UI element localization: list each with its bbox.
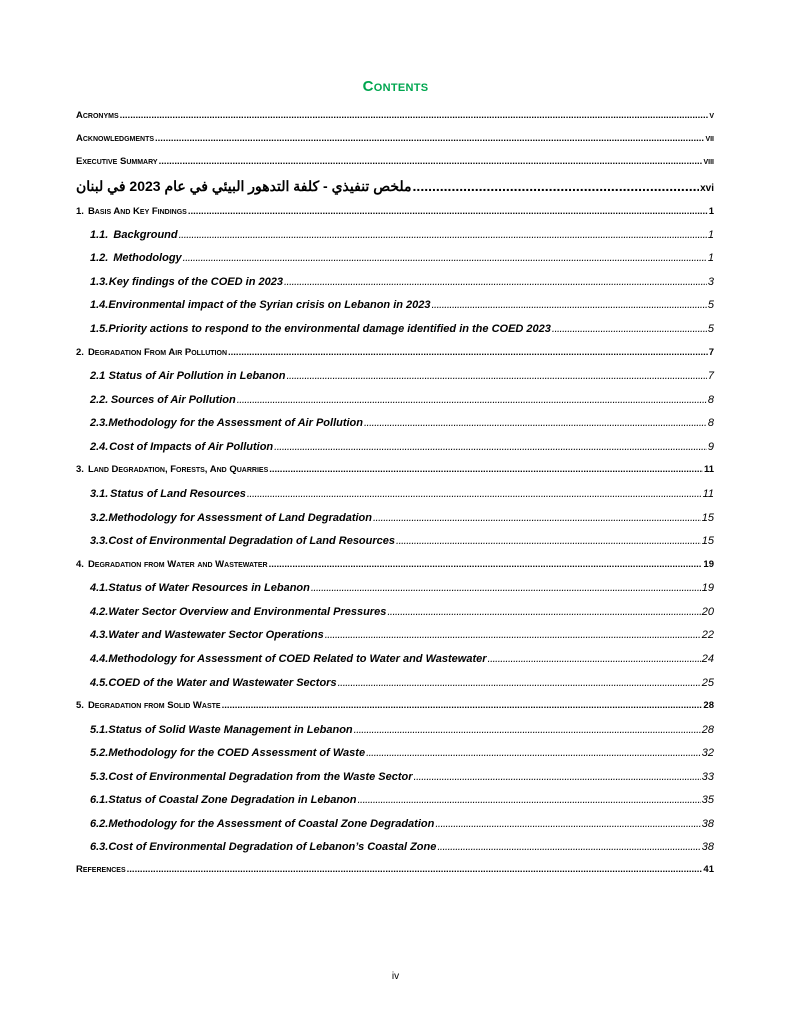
toc-entry-title: Degradation From Air Pollution [87,347,228,358]
toc-entry-number: 6.3. [90,841,109,853]
toc-entry-page: 1 [707,252,714,264]
dot-leader [437,841,700,853]
toc-entry[interactable] [90,441,714,453]
dot-leader [269,559,703,570]
dot-leader [222,700,703,711]
toc-entry-number: 5.1. [90,724,109,736]
toc-entry[interactable] [90,747,714,759]
toc-entry-number: 4.1. [90,582,109,594]
toc-entry[interactable] [76,206,714,217]
toc-entry[interactable] [76,110,714,121]
toc-entry[interactable] [90,252,714,264]
toc-entry-number: 1.4. [90,299,109,311]
toc-entry-page: 28 [703,700,714,711]
toc-entry-page: 32 [701,747,714,759]
toc-entry-title: Degradation from Water and Wastewater [87,559,268,570]
toc-entry-number: 2.2. [90,394,109,406]
toc-entry-number: 4.3. [90,629,109,641]
dot-leader [269,464,703,475]
toc-entry-number: 6.2. [90,818,109,830]
toc-entry-title: Methodology for the Assessment of Air Pollution [108,417,363,429]
toc-entry-page: 1 [707,229,714,241]
toc-entry-title: Methodology for Assessment of Land Degradation [108,512,372,524]
dot-leader [366,747,701,759]
dot-leader [179,229,707,241]
dot-leader [286,370,706,382]
dot-leader [247,488,702,500]
dot-leader [373,512,701,524]
page-number: iv [391,971,400,982]
toc-entry-title: Methodology for Assessment of COED Related to Water and Wastewater [108,653,487,665]
toc-entry-number: 4. [76,559,84,570]
toc-entry-number: 1.5. [90,323,109,335]
toc-entry-number: 3.2. [90,512,109,524]
toc-entry-number: 3.1. [90,488,109,500]
dot-leader [237,394,707,406]
toc-entry-title: Executive Summary [76,156,158,167]
toc-entry-title: Basis And Key Findings [87,206,187,217]
toc-entry-title: Degradation from Solid Waste [87,700,221,711]
dot-leader [325,629,701,641]
toc-entry-page: 19 [703,559,714,570]
toc-entry-number: 1.3. [90,276,109,288]
dot-leader [338,677,701,689]
toc-entry-page: 35 [701,794,714,806]
toc-entry[interactable] [90,724,714,736]
toc-entry-title: Methodology for the Assessment of Coastal Zone Degradation [108,818,435,830]
toc-entry[interactable] [76,864,714,875]
toc-entry[interactable] [90,229,714,241]
toc-entry-page: 5 [707,299,714,311]
toc-entry-page: xvi [700,183,714,194]
toc-entry[interactable] [90,276,714,288]
toc-entry[interactable] [90,417,714,429]
toc-entry-number: 5.3. [90,771,109,783]
toc-entry-page: 15 [701,535,714,547]
toc-entry-page: 38 [701,841,714,853]
toc-entry[interactable] [76,700,714,711]
toc-entry-page: 11 [702,488,714,500]
dot-leader [120,110,709,121]
dot-leader [155,133,704,144]
toc-entry[interactable] [90,629,714,641]
dot-leader [354,724,701,736]
toc-entry[interactable] [90,794,714,806]
dot-leader [396,535,701,547]
dot-leader [274,441,707,453]
toc-entry[interactable] [90,606,714,618]
toc-entry-page: 1 [708,206,714,217]
toc-entry-page: 15 [701,512,714,524]
toc-entry-page: viii [703,156,714,167]
toc-entry[interactable] [76,133,714,144]
toc-entry-title: Status of Water Resources in Lebanon [108,582,310,594]
toc-entry-page: 24 [701,653,714,665]
toc-entry-title: Sources of Air Pollution [110,394,236,406]
toc-entry-page: 20 [701,606,714,618]
toc-entry-number: 6.1. [90,794,109,806]
toc-entry[interactable] [90,818,714,830]
toc-entry-number: 3. [76,464,84,475]
dot-leader [432,299,707,311]
toc-entry[interactable] [90,771,714,783]
toc-entry[interactable] [90,323,714,335]
toc-entry-title: Status of Solid Waste Management in Lebanon [108,724,353,736]
toc-entry-page: 11 [703,464,714,475]
dot-leader [228,347,708,358]
toc-entry[interactable] [76,559,714,570]
toc-entry-page: 7 [708,347,714,358]
dot-leader [311,582,701,594]
toc-entry-title: Land Degradation, Forests, And Quarries [87,464,269,475]
toc-entry-number: 2.3. [90,417,109,429]
dot-leader [358,794,701,806]
toc-entry-title: Status of Coastal Zone Degradation in Lebanon [108,794,357,806]
toc-entry-title: Status of Land Resources [110,488,246,500]
toc-entry-title: Environmental impact of the Syrian crisis on Lebanon in 2023 [108,299,431,311]
toc-entry[interactable] [90,488,714,500]
dot-leader [364,417,707,429]
toc-entry[interactable] [90,535,714,547]
toc-entry-title: Cost of Impacts of Air Pollution [109,441,274,453]
toc-entry-number: 1. [76,206,84,217]
dot-leader [552,323,707,335]
toc-entry-title: Cost of Environmental Degradation of Lebanon’s Coastal Zone [108,841,437,853]
toc-entry-number: 3.3. [90,535,109,547]
toc-entry-title: Background [113,229,178,241]
toc-entry-title: Cost of Environmental Degradation of Land Resources [108,535,396,547]
toc-entry-page: 28 [701,724,714,736]
contents-heading: Contents [362,78,429,95]
toc-entry-title: References [76,864,126,875]
toc-entry-page: 33 [701,771,714,783]
toc-entry-number: 5.2. [90,747,109,759]
toc-entry[interactable] [90,653,714,665]
toc-entry-title: Methodology for the COED Assessment of Waste [108,747,366,759]
toc-entry-title: COED of the Water and Wastewater Sectors [108,677,337,689]
toc-entry-page: 9 [707,441,714,453]
dot-leader [127,864,703,875]
toc-entry-number: 5. [76,700,84,711]
toc-entry-number: 1.2. [90,252,109,264]
toc-entry-number: 4.2. [90,606,109,618]
dot-leader [414,771,701,783]
toc-entry-number: 2.4. [90,441,109,453]
toc-entry-page: 38 [701,818,714,830]
dot-leader [188,206,708,217]
toc-entry-page: 5 [707,323,714,335]
dot-leader [159,156,703,167]
toc-entry[interactable] [90,677,714,689]
dot-leader [284,276,707,288]
toc-entry-page: 3 [707,276,714,288]
toc-entry-title: Acknowledgments [76,133,155,144]
dot-leader [387,606,700,618]
dot-leader [413,178,700,194]
toc-entry-number: 1.1. [90,229,109,241]
dot-leader [488,653,701,665]
toc-entry[interactable] [76,156,714,167]
dot-leader [435,818,700,830]
toc-entry-number: 4.4. [90,653,109,665]
toc-entry-title: Acronyms [76,110,119,121]
toc-entry-title: Methodology [113,252,182,264]
toc-entry[interactable] [90,582,714,594]
toc-entry-page: 8 [707,394,714,406]
toc-entry-title: Priority actions to respond to the environmental damage identified in the COED 2023 [108,323,551,335]
toc-entry[interactable] [90,841,714,853]
toc-entry-page: 19 [701,582,714,594]
toc-entry-page: 41 [703,864,714,875]
toc-entry-title: ملخص تنفيذي - كلفة التدهور البيئي في عام 2023 في لبنان [76,178,412,194]
toc-entry-page: 7 [707,370,714,382]
toc-entry-page: 22 [701,629,714,641]
toc-entry-title: Status of Air Pollution in Lebanon [108,370,286,382]
toc-entry-page: v [709,110,714,121]
toc-entry[interactable] [90,512,714,524]
toc-entry[interactable] [90,394,714,406]
dot-leader [183,252,707,264]
toc-entry[interactable] [76,464,714,475]
toc-entry-number: 2.1 [90,370,106,382]
toc-entry-title: Cost of Environmental Degradation from the Waste Sector [108,771,413,783]
toc-entry[interactable] [90,299,714,311]
toc-entry-title: Key findings of the COED in 2023 [108,276,283,288]
toc-entry-page: vii [705,133,714,144]
toc-entry-number: 4.5. [90,677,109,689]
toc-entry-page: 8 [707,417,714,429]
toc-entry[interactable] [90,370,714,382]
toc-entry-title: Water Sector Overview and Environmental Pressures [108,606,387,618]
toc-entry-page: 25 [701,677,714,689]
toc-entry[interactable] [76,347,714,358]
toc-entry-title: Water and Wastewater Sector Operations [108,629,324,641]
toc-entry[interactable] [76,178,714,195]
toc-entry-number: 2. [76,347,84,358]
